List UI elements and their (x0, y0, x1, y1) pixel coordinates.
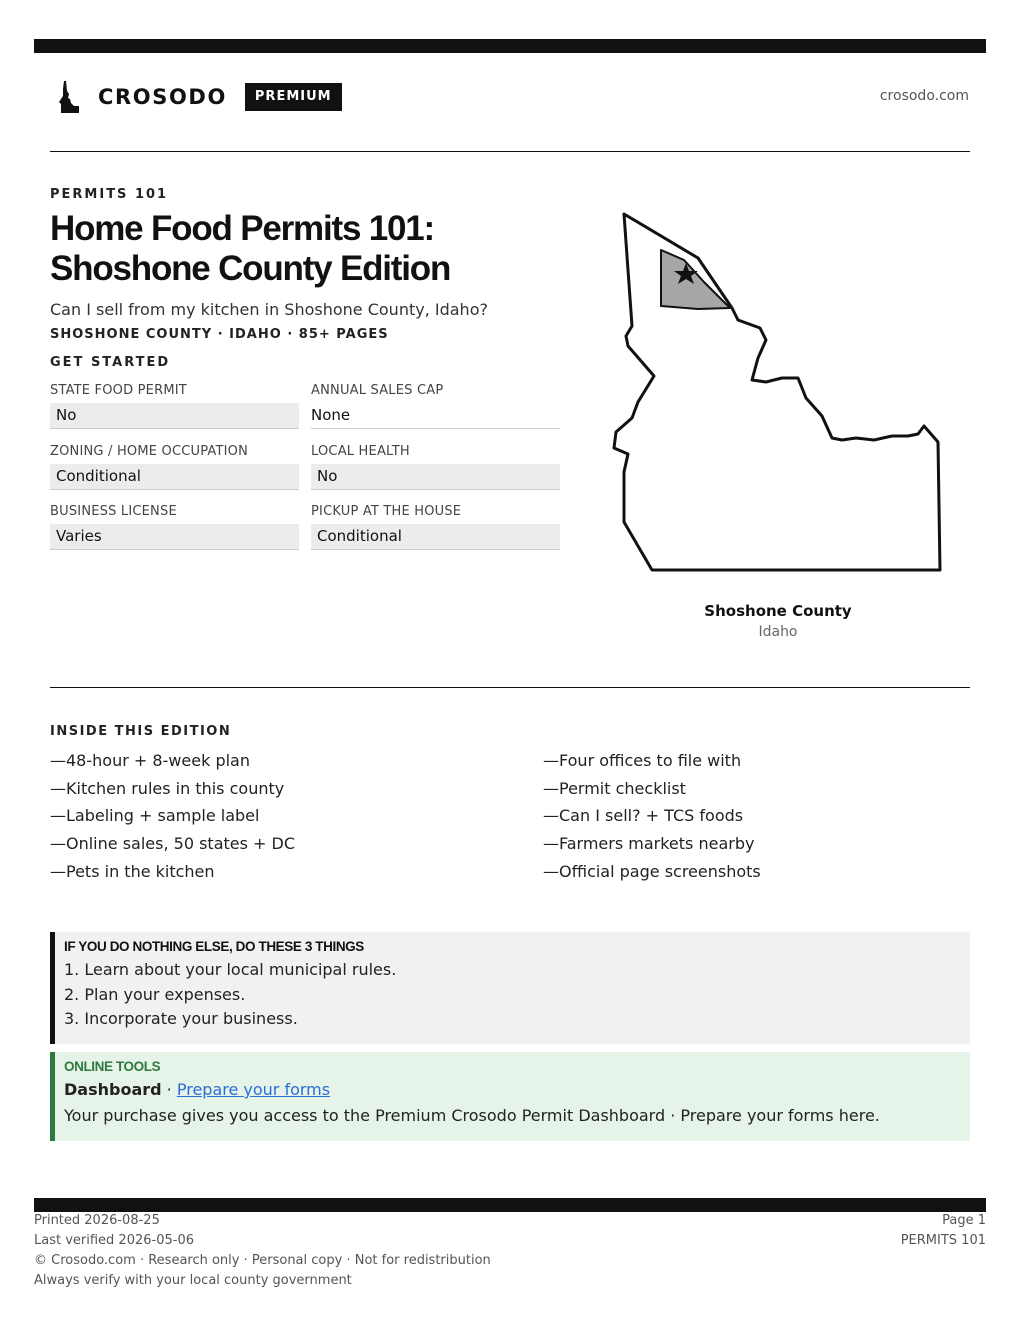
field-value: Conditional (311, 524, 560, 550)
bottom-bar (34, 1198, 986, 1212)
brand-name: CROSODO (98, 85, 227, 109)
site-url[interactable]: crosodo.com (879, 88, 969, 104)
todo-item: 3. Incorporate your business. (64, 1009, 298, 1028)
field-label: PICKUP AT THE HOUSE (311, 504, 462, 519)
copyright: © Crosodo.com · Research only · Personal copy · Not for redistribution (34, 1253, 491, 1268)
todo-callout (50, 932, 970, 1044)
footer-right (901, 1211, 986, 1251)
field-annual-sales-cap (311, 383, 560, 429)
map-county-name: Shoshone County (704, 602, 852, 620)
field-label: STATE FOOD PERMIT (50, 383, 187, 398)
field-pickup (311, 504, 560, 550)
top-bar (34, 39, 986, 53)
toc-left (50, 747, 295, 885)
brand[interactable] (58, 80, 342, 114)
page-subtitle: Can I sell from my kitchen in Shoshone County, Idaho? (50, 300, 488, 319)
field-business-license (50, 504, 299, 550)
toc-item: —Farmers markets nearby (543, 834, 755, 854)
prepare-forms-link[interactable]: Prepare your forms (176, 1080, 331, 1099)
page-meta: SHOSHONE COUNTY · IDAHO · 85+ PAGES (50, 327, 389, 342)
toc-item: —Can I sell? + TCS foods (543, 806, 744, 826)
toc-item: —Online sales, 50 states + DC (50, 834, 296, 854)
section-divider (50, 687, 970, 688)
map-state-name: Idaho (758, 624, 798, 640)
field-label: BUSINESS LICENSE (50, 504, 177, 519)
header-divider (50, 151, 970, 152)
title-line-1: Home Food Permits 101: (50, 209, 434, 248)
page-title (50, 209, 570, 289)
field-value: No (311, 464, 560, 490)
page-number: Page 1 (942, 1213, 986, 1228)
toc-item: —Permit checklist (543, 778, 686, 798)
premium-badge: PREMIUM (245, 83, 342, 111)
field-label: LOCAL HEALTH (311, 444, 410, 459)
printed-date: Printed 2026-08-25 (34, 1213, 160, 1228)
verify-note: Always verify with your local county government (34, 1273, 352, 1288)
tools-links-row (64, 1077, 970, 1103)
tools-body: Your purchase gives you access to the Premium Crosodo Permit Dashboard · Prepare your forms here. (64, 1106, 880, 1125)
field-value: No (50, 403, 299, 429)
title-line-2: Shoshone County Edition (50, 249, 451, 288)
field-label: ZONING / HOME OCCUPATION (50, 444, 249, 459)
toc-item: —Official page screenshots (543, 861, 761, 881)
online-tools-callout (50, 1052, 970, 1141)
idaho-county-map (610, 210, 946, 578)
toc-item: —Labeling + sample label (50, 806, 260, 826)
get-started-heading: GET STARTED (50, 355, 171, 370)
field-zoning (50, 444, 299, 490)
footer-section: PERMITS 101 (900, 1233, 986, 1248)
field-value: None (311, 403, 560, 429)
inside-heading: INSIDE THIS EDITION (50, 724, 232, 739)
toc-item: —Kitchen rules in this county (50, 778, 285, 798)
section-eyebrow: PERMITS 101 (50, 187, 169, 202)
todo-heading: IF YOU DO NOTHING ELSE, DO THESE 3 THINGS (64, 939, 364, 954)
todo-item: 1. Learn about your local municipal rules. (64, 960, 397, 979)
separator: · (161, 1080, 177, 1099)
toc-right (543, 747, 761, 885)
idaho-logo-icon (58, 80, 82, 114)
field-value: Conditional (50, 464, 299, 490)
field-state-food-permit (50, 383, 299, 429)
footer-left (34, 1211, 491, 1291)
dashboard-label: Dashboard (64, 1080, 162, 1099)
field-value: Varies (50, 524, 299, 550)
field-label: ANNUAL SALES CAP (311, 383, 444, 398)
toc-item: —48-hour + 8-week plan (50, 751, 250, 770)
tools-heading: ONLINE TOOLS (64, 1059, 161, 1074)
todo-item: 2. Plan your expenses. (64, 984, 246, 1004)
verified-date: Last verified 2026-05-06 (34, 1233, 194, 1248)
toc-item: —Pets in the kitchen (50, 861, 215, 881)
field-local-health (311, 444, 560, 490)
toc-item: —Four offices to file with (543, 751, 742, 770)
